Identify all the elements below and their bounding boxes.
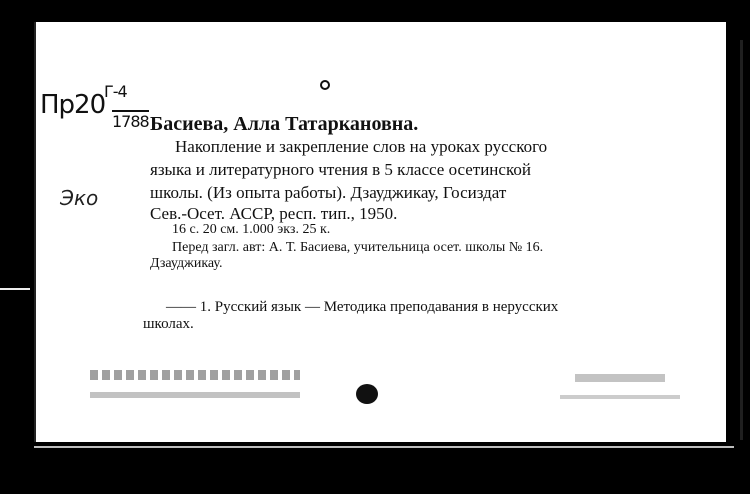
- place-note: Дзауджикау.: [150, 256, 223, 271]
- scan-artifact-left: [0, 288, 30, 290]
- faded-print-right: [575, 374, 665, 382]
- call-number-superscript: Г-4: [104, 82, 127, 101]
- scan-right-border: [740, 40, 743, 440]
- punch-hole-mark: [320, 80, 330, 90]
- faded-print-row: [90, 370, 300, 380]
- author-heading: Басиева, Алла Татаркановна.: [150, 113, 419, 135]
- title-line-1: Накопление и закрепление слов на уроках русского: [175, 137, 548, 156]
- subject-heading-continued: школах.: [143, 316, 194, 332]
- call-number: [40, 82, 149, 131]
- call-number-subscript: 1788: [112, 112, 149, 131]
- faded-print-right-2: [560, 395, 680, 399]
- title-line-4: Сев.-Осет. АССР, респ. тип., 1950.: [150, 204, 398, 223]
- title-line-2: языка и литературного чтения в 5 классе осетинской: [150, 160, 531, 179]
- scan-artifact-bottom: [34, 446, 734, 448]
- title-line-3: школы. (Из опыта работы). Дзауджикау, Госиздат: [150, 183, 507, 202]
- call-number-main: Пр20: [40, 90, 106, 120]
- author-note: Перед загл. авт: А. Т. Басиева, учительница осет. школы № 16.: [172, 240, 544, 255]
- scan-top-edge: [0, 0, 750, 22]
- physical-description: 16 с. 20 см. 1.000 экз. 25 к.: [172, 222, 331, 237]
- subject-heading: —— 1. Русский язык — Методика преподавания в нерусских: [166, 299, 559, 315]
- ink-blot: [356, 384, 378, 404]
- handwritten-stamp: Эко: [60, 186, 99, 210]
- faded-print-row-2: [90, 392, 300, 398]
